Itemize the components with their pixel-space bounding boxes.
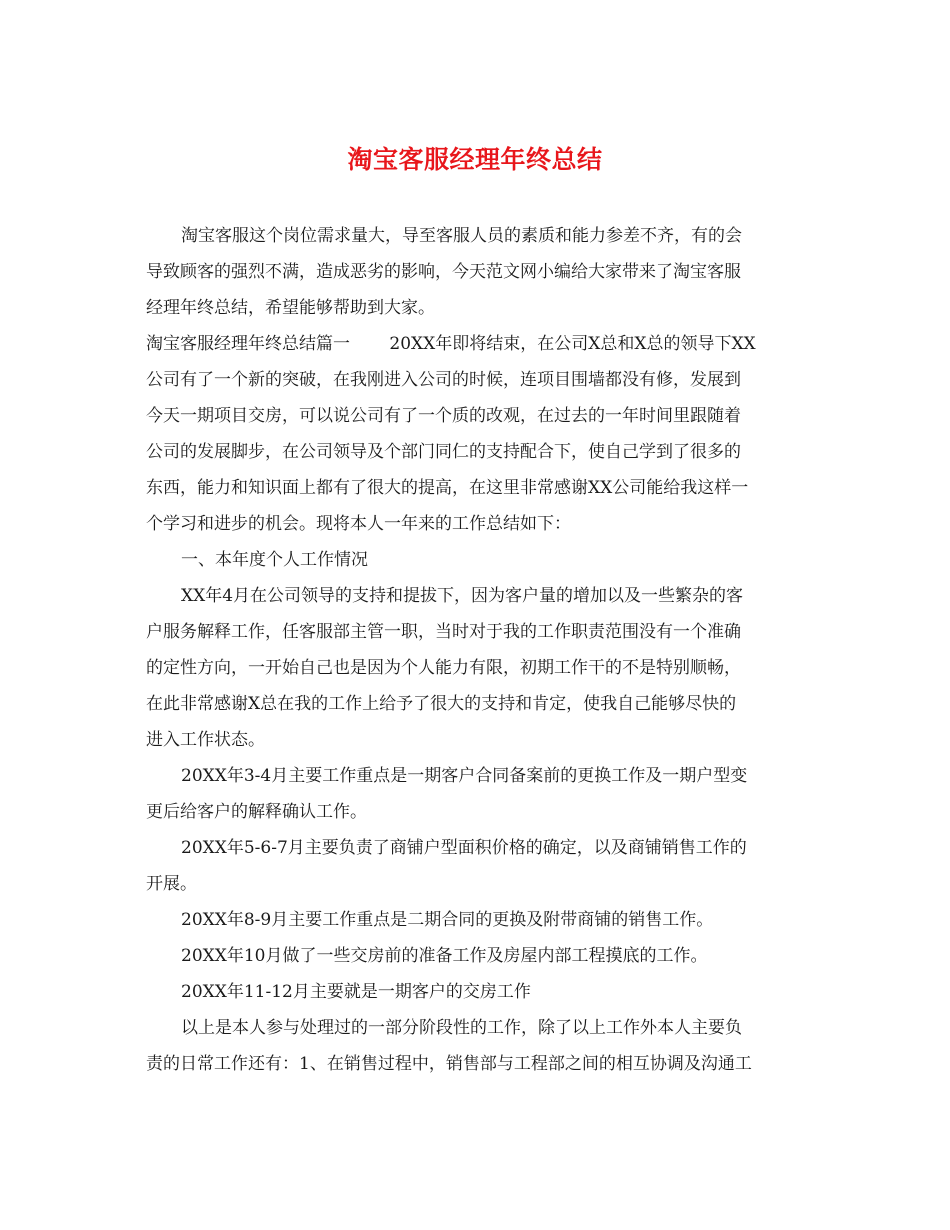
page-title: 淘宝客服经理年终总结 (347, 145, 603, 174)
text-line: 更后给客户的解释确认工作。 (146, 802, 367, 822)
text-line: 一、本年度个人工作情况 (181, 550, 368, 570)
text-line: 户服务解释工作，任客服部主管一职，当时对于我的工作职责范围没有一个准确 (146, 622, 741, 642)
text-line: 公司的发展脚步，在公司领导及个部门同仁的支持配合下，使自己学到了很多的 (146, 442, 741, 462)
text-line: 20XX年8-9月主要工作重点是二期合同的更换及附带商铺的销售工作。 (181, 910, 714, 930)
text-line: 开展。 (146, 874, 197, 894)
text-line: 20XX年10月做了一些交房前的准备工作及房屋内部工程摸底的工作。 (181, 946, 708, 966)
text-line: 以上是本人参与处理过的一部分阶段性的工作，除了以上工作外本人主要负 (181, 1018, 742, 1038)
text-line: 的定性方向，一开始自己也是因为个人能力有限，初期工作干的不是特别顺畅， (146, 658, 741, 678)
text-line: 今天一期项目交房，可以说公司有了一个质的改观，在过去的一年时间里跟随着 (146, 406, 741, 426)
text-line: 20XX年5-6-7月主要负责了商铺户型面积价格的确定，以及商铺销售工作的 (181, 838, 747, 858)
text-line: 个学习和进步的机会。现将本人一年来的工作总结如下： (146, 514, 571, 534)
text-line: 经理年终总结，希望能够帮助到大家。 (146, 298, 435, 318)
text-line: XX年4月在公司领导的支持和提拔下，因为客户量的增加以及一些繁杂的客 (181, 586, 744, 606)
text-line: 责的日常工作还有：1、在销售过程中，销售部与工程部之间的相互协调及沟通工 (146, 1054, 752, 1074)
text-line: 在此非常感谢X总在我的工作上给予了很大的支持和肯定，使我自己能够尽快的 (146, 694, 737, 714)
text-line: 淘宝客服这个岗位需求量大，导至客服人员的素质和能力参差不齐，有的会 (181, 226, 742, 246)
text-line: 淘宝客服经理年终总结篇一 20XX年即将结束，在公司X总和X总的领导下XX (146, 334, 756, 354)
text-line: 公司有了一个新的突破，在我刚进入公司的时候，连项目围墙都没有修，发展到 (146, 370, 741, 390)
document-body (146, 218, 810, 1082)
text-line: 20XX年3-4月主要工作重点是一期客户合同备案前的更换工作及一期户型变 (181, 766, 748, 786)
text-line: 20XX年11-12月主要就是一期客户的交房工作 (181, 982, 531, 1002)
text-line: 进入工作状态。 (146, 730, 265, 750)
text-line: 东西，能力和知识面上都有了很大的提高，在这里非常感谢XX公司能给我这样一 (146, 478, 749, 498)
text-line: 导致顾客的强烈不满，造成恶劣的影响，今天范文网小编给大家带来了淘宝客服 (146, 262, 741, 282)
